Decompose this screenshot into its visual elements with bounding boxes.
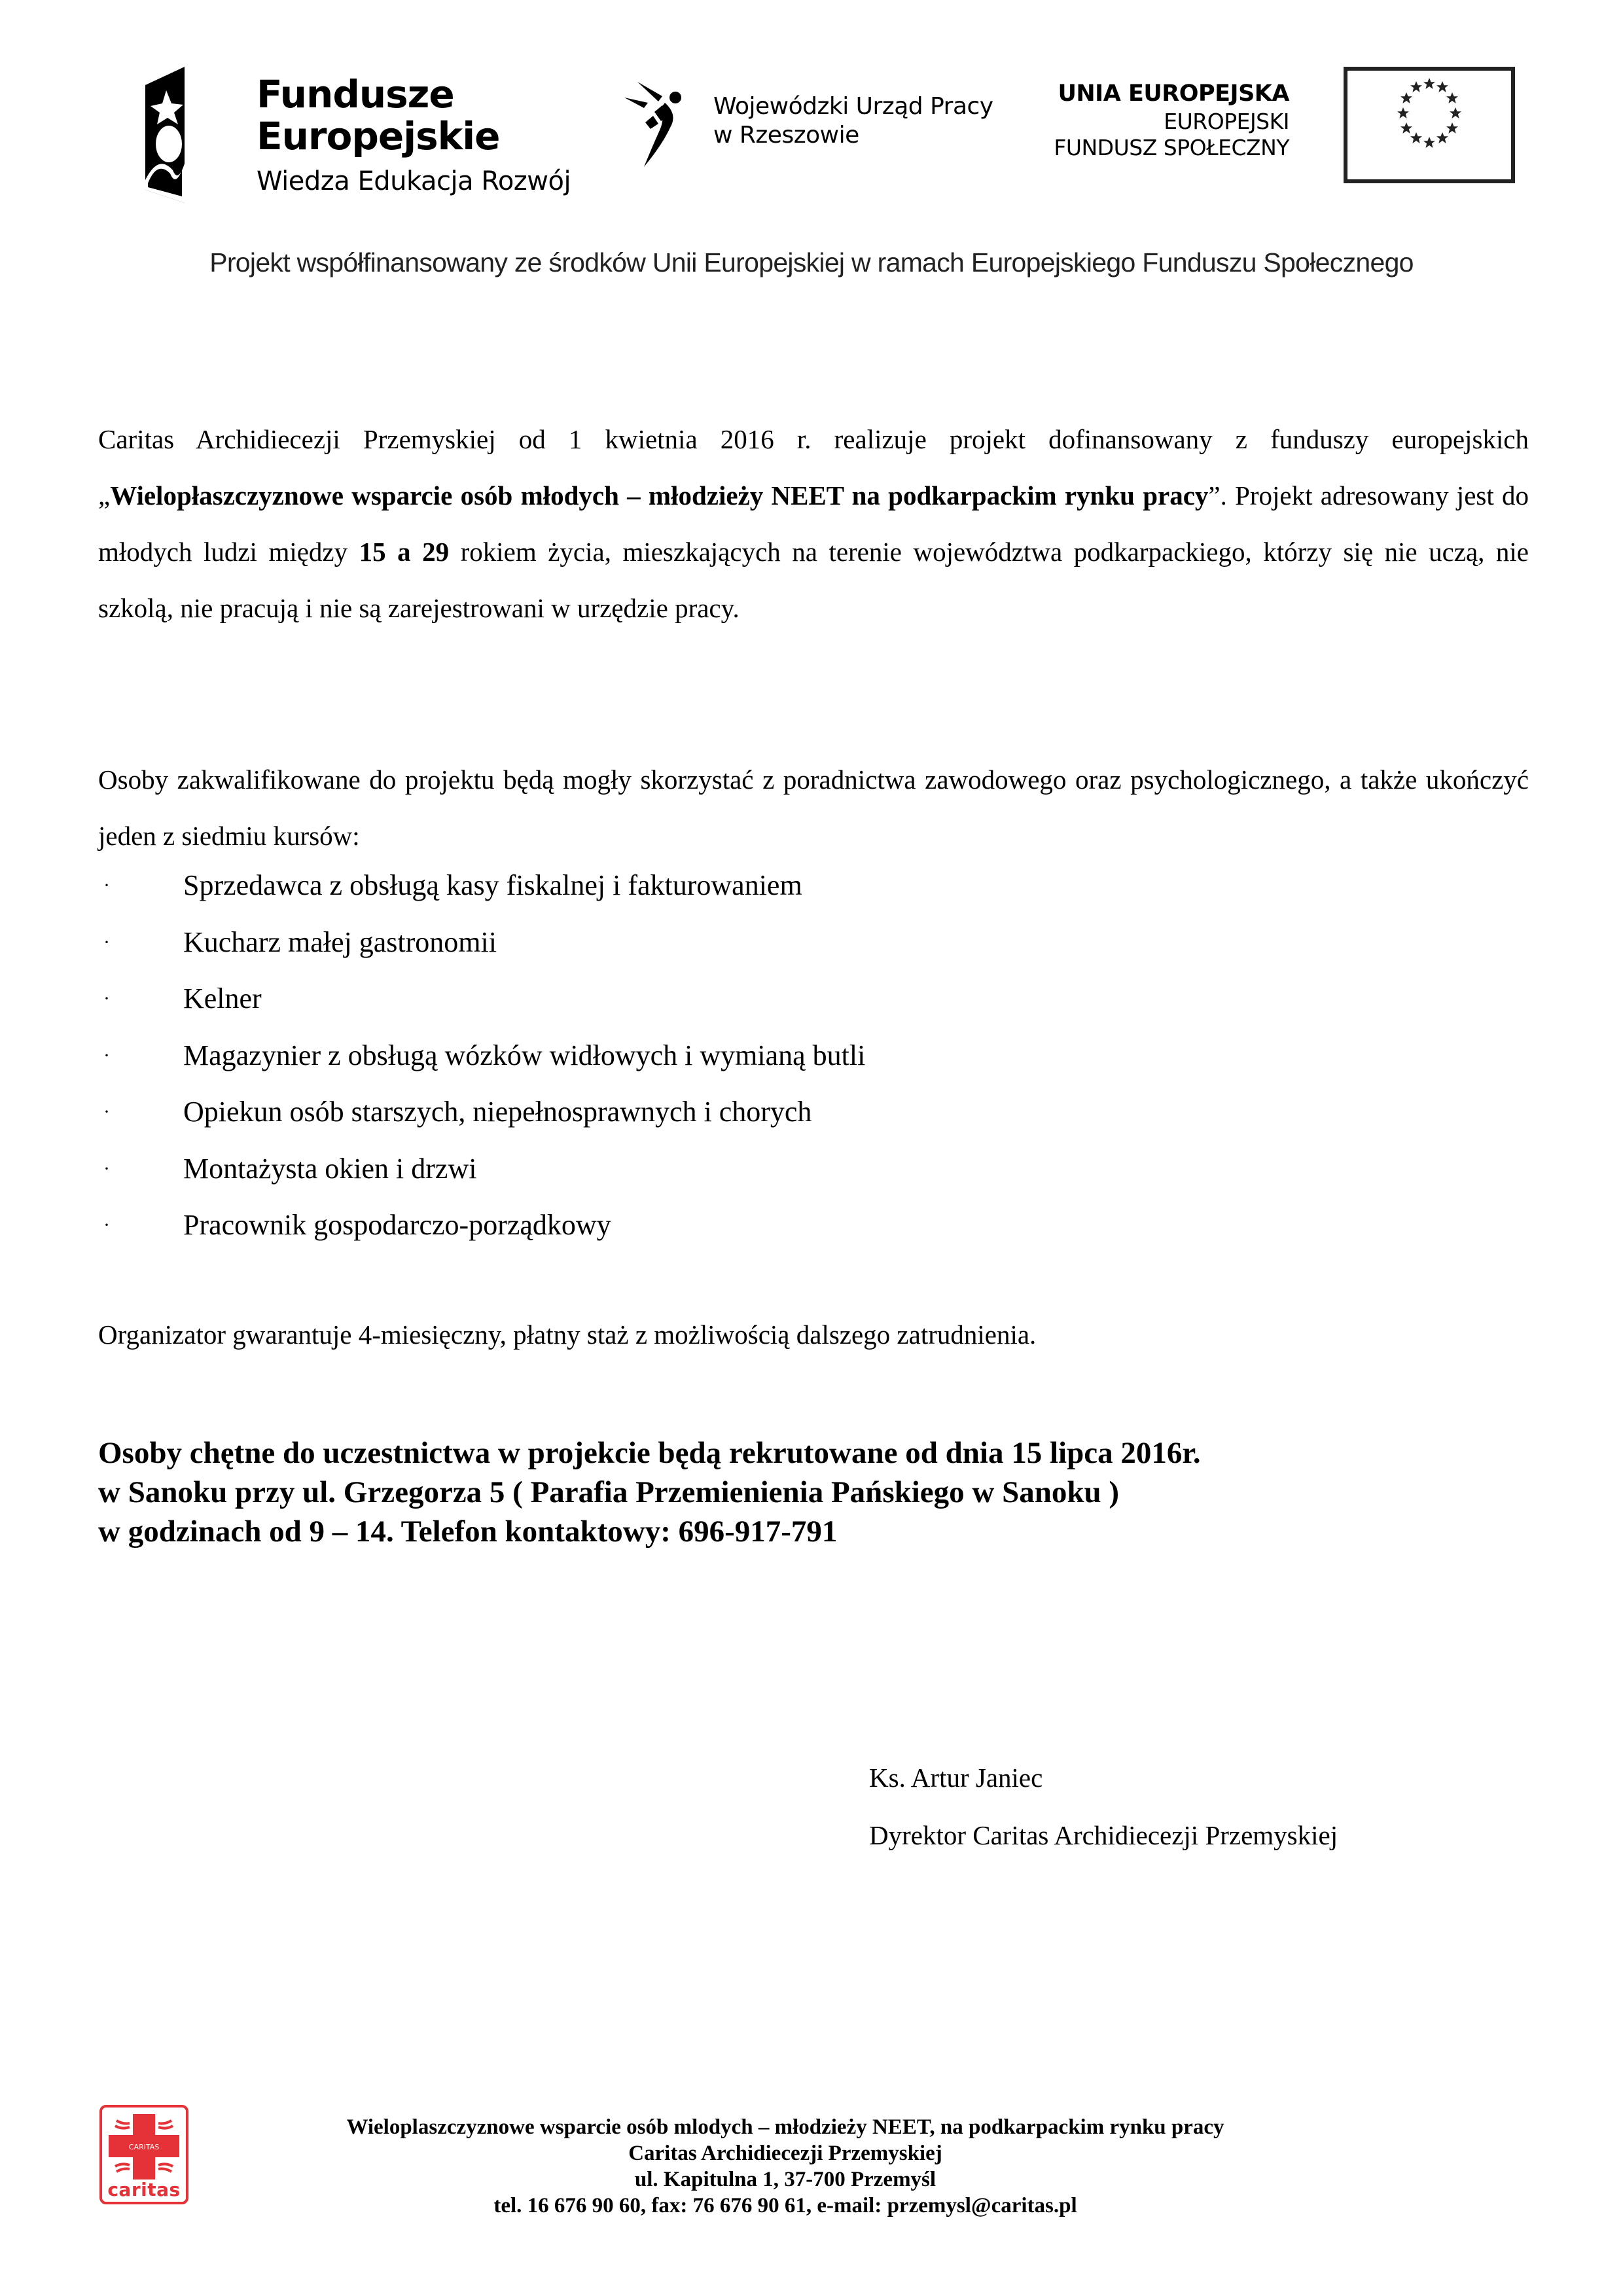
recruitment-line-2: w Sanoku przy ul. Grzegorza 5 ( Parafia Przemienienia Pańskiego w Sanoku ): [98, 1475, 1120, 1509]
intro-paragraph: [98, 411, 1529, 636]
bullet-icon: ·: [103, 1214, 110, 1236]
course-label: Kelner: [183, 982, 262, 1014]
internship-paragraph: Organizator gwarantuje 4-miesięczny, płatny staż z możliwością dalszego zatrudnienia.: [98, 1319, 1037, 1350]
footer-contact-details: tel. 16 676 90 60, fax: 76 676 90 61, e-mail: przemysl@caritas.pl: [493, 2194, 1077, 2217]
bullet-icon: ·: [103, 1044, 110, 1066]
age-range: 15 a 29: [359, 537, 450, 567]
bullet-icon: ·: [103, 931, 110, 953]
wup-logo-line-2: w Rzeszowie: [713, 122, 859, 149]
course-label: Sprzedawca z obsługą kasy fiskalnej i fakturowaniem: [183, 869, 802, 901]
intro-text-1: Caritas Archidiecezji Przemyskiej od 1 kwietnia 2016 r. realizuje projekt dofinansowany z funduszy europejskich „: [98, 424, 1529, 511]
wup-logo-line-1: Wojewódzki Urząd Pracy: [713, 93, 993, 120]
caritas-logo-label: caritas: [107, 2179, 181, 2200]
fe-logo-tagline: Wiedza Edukacja Rozwój: [257, 166, 571, 196]
cofinancing-statement: Projekt współfinansowany ze środków Unii Europejskiej w ramach Europejskiego Funduszu Społecznego: [209, 247, 1414, 278]
ue-logo-line-3: FUNDUSZ SPOŁECZNY: [1054, 135, 1289, 160]
recruitment-line-3: w godzinach od 9 – 14. Telefon kontaktowy: 696-917-791: [98, 1515, 838, 1549]
wup-runner-icon: [622, 82, 707, 167]
footer-address: ul. Kapitulna 1, 37-700 Przemyśl: [634, 2168, 936, 2191]
project-name: Wielopłaszczyznowe wsparcie osób młodych – młodzieży NEET na podkarpackim rynku pracy: [110, 480, 1209, 511]
fundusze-europejskie-logo: [139, 65, 597, 203]
intro-text-2: ”. Projekt adresowany jest do młodych ludzi między: [98, 480, 1529, 567]
caritas-emblem-text: CARITAS: [128, 2143, 160, 2151]
eu-flag-icon: [1344, 67, 1515, 183]
signatory-name: Ks. Artur Janiec: [869, 1763, 1043, 1793]
ue-logo-line-2: EUROPEJSKI: [1164, 109, 1289, 134]
fundusze-europejskie-logo-icon: [139, 65, 243, 203]
fe-logo-title-2: Europejskie: [257, 114, 500, 158]
ue-logo-title: UNIA EUROPEJSKA: [1058, 81, 1289, 107]
bullet-icon: ·: [103, 1101, 110, 1122]
bullet-icon: ·: [103, 1157, 110, 1179]
footer-project-name: Wieloplaszczyznowe wsparcie osób mlodych – młodzieży NEET, na podkarpackim rynku pracy: [346, 2115, 1224, 2139]
wup-rzeszow-logo: [622, 82, 1041, 167]
course-label: Kucharz małej gastronomii: [183, 925, 497, 958]
recruitment-line-1: Osoby chętne do uczestnictwa w projekcie będą rekrutowane od dnia 15 lipca 2016r.: [98, 1436, 1201, 1470]
course-label: Pracownik gospodarczo-porządkowy: [183, 1209, 611, 1241]
caritas-logo: [99, 2105, 188, 2204]
signatory-role: Dyrektor Caritas Archidiecezji Przemyskiej: [869, 1820, 1338, 1850]
fe-logo-title-1: Fundusze: [257, 72, 454, 117]
footer-organization: Caritas Archidiecezji Przemyskiej: [628, 2142, 942, 2165]
course-label: Magazynier z obsługą wózków widłowych i wymianą butli: [183, 1039, 866, 1071]
footer-contact: [262, 2114, 1309, 2219]
caritas-cross-icon: [102, 2110, 186, 2182]
qualification-paragraph: Osoby zakwalifikowane do projektu będą mogły skorzystać z poradnictwa zawodowego oraz psychologicznego, a także ukończyć jeden z siedmiu kursów:: [98, 764, 1529, 851]
course-label: Montażysta okien i drzwi: [183, 1152, 477, 1185]
bullet-icon: ·: [103, 874, 110, 896]
bullet-icon: ·: [103, 988, 110, 1009]
course-label: Opiekun osób starszych, niepełnosprawnych i chorych: [183, 1096, 812, 1128]
eu-efs-logo: [1054, 59, 1538, 183]
recruitment-notice: [98, 1433, 1201, 1551]
intro-text-3: rokiem życia, mieszkających na terenie województwa podkarpackiego, którzy się nie uczą, nie szkolą, nie pracują i nie są zarejestrowani w urzędzie pracy.: [98, 537, 1529, 623]
